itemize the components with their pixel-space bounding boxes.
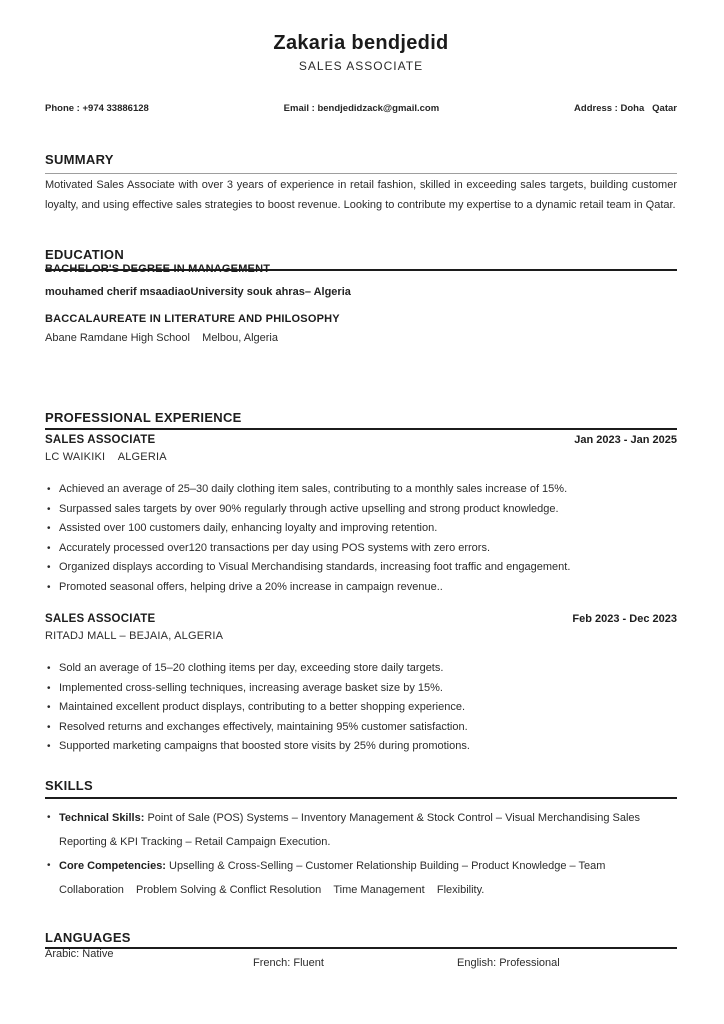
email-value: bendjedidzack@gmail.com [317,103,440,114]
skill-text: Point of Sale (POS) Systems – Inventory Management & Stock Control – Visual Merchandising Sales Reporting & KPI Tracking – Retail Campaign Execution. [59,811,644,848]
education-degree: BACHELOR'S DEGREE IN MANAGEMENT [45,263,271,275]
contact-row [45,102,677,115]
job-bullet: • Assisted over 100 customers daily, enhancing loyalty and improving retention. [45,519,677,539]
languages-row [45,949,677,989]
job-bullet: • Sold an average of 15–20 clothing items per day, exceeding store daily targets. [45,659,677,679]
job-bullet: • Organized displays according to Visual Merchandising standards, increasing foot traffic and engagement. [45,558,677,578]
education-heading: EDUCATION [45,247,125,262]
email-label: Email : [283,103,318,114]
job-title: SALES ASSOCIATE [45,434,156,446]
job-title: SALES ASSOCIATE [45,613,156,625]
summary-text: Motivated Sales Associate with over 3 years of experience in retail fashion, skilled in exceeding sales targets, building customer loyalty, and using effective sales strategies to boost revenue. Looking to contribute my expertise to a dynamic retail team in Qatar. [45,179,677,211]
summary-divider [45,173,677,174]
experience-heading: PROFESSIONAL EXPERIENCE [45,410,242,425]
skill-item [45,854,677,902]
language-item-arabic: Arabic: Native [45,947,114,960]
address-value: Doha Qatar [620,103,677,114]
summary-heading: SUMMARY [45,152,114,167]
contact-email [284,102,440,115]
job-bullet: • Supported marketing campaigns that boosted store visits by 25% during promotions. [45,737,677,757]
language-item-french: French: Fluent [253,956,324,969]
phone-label: Phone : [45,103,83,114]
job-bullet: • Maintained excellent product displays, contributing to a better shopping experience. [45,698,677,718]
contact-address [574,102,677,115]
skills-heading: SKILLS [45,777,94,793]
job-bullet-list [45,659,677,757]
experience-divider [45,428,677,430]
phone-value: +974 33886128 [82,103,149,114]
job-company: LC WAIKIKI ALGERIA [45,451,167,463]
skill-text: Upselling & Cross-Selling – Customer Relationship Building – Product Knowledge – Team Collaboration Problem Solving & Conflict Resolution Time Management Flexibility. [59,859,609,896]
contact-phone [45,102,149,115]
job-bullet: • Implemented cross-selling techniques, increasing average basket size by 15%. [45,679,677,699]
job-bullet: • Achieved an average of 25–30 daily clothing item sales, contributing to a monthly sales increase of 15%. [45,480,677,500]
education-school: mouhamed cherif msaadiaoUniversity souk ahras– Algeria [45,286,351,298]
skills-list [45,806,677,902]
education-degree: BACCALAUREATE IN LITERATURE AND PHILOSOPHY [45,313,340,325]
candidate-name: Zakaria bendjedid [273,32,449,54]
education-school: Abane Ramdane High School Melbou, Algeria [45,332,278,344]
job-bullet: • Promoted seasonal offers, helping drive a 20% increase in campaign revenue.. [45,578,677,598]
job-bullet: • Resolved returns and exchanges effectively, maintaining 95% customer satisfaction. [45,718,677,738]
address-label: Address : [574,103,621,114]
job-dates: Jan 2023 - Jan 2025 [574,434,677,446]
skills-divider [45,797,677,799]
job-bullet-list [45,480,677,597]
job-header [45,612,677,626]
job-bullet: • Surpassed sales targets by over 90% regularly through active upselling and strong product knowledge. [45,500,677,520]
job-company: RITADJ MALL – BEJAIA, ALGERIA [45,630,224,642]
languages-heading: LANGUAGES [45,929,131,945]
skill-item [45,806,677,854]
job-bullet: • Accurately processed over120 transactions per day using POS systems with zero errors. [45,539,677,559]
job-dates: Feb 2023 - Dec 2023 [572,613,677,625]
candidate-role: SALES ASSOCIATE [298,59,424,73]
skill-label: Core Competencies: [59,859,166,872]
job-header [45,433,677,447]
skill-label: Technical Skills: [59,811,145,824]
language-item-english: English: Professional [457,956,560,969]
